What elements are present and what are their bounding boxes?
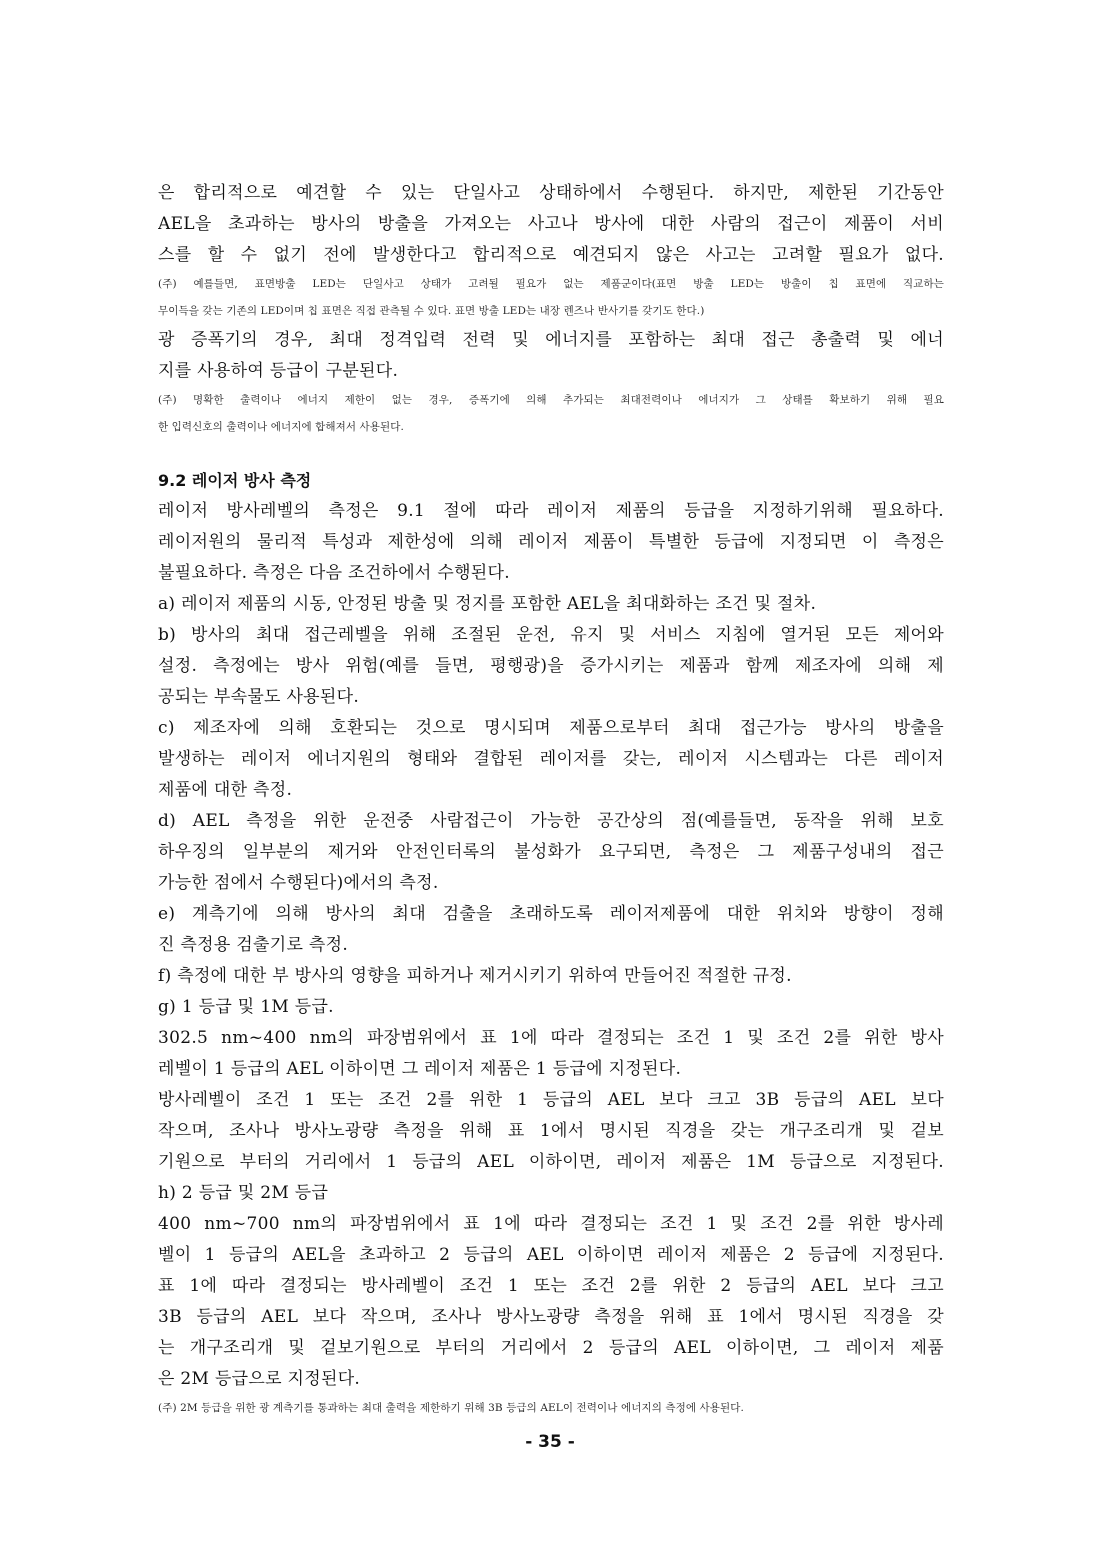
text-line: 기원으로 부터의 거리에서 1 등급의 AEL 이하이면, 레이저 제품은 1M 등급으로 지정된다.	[158, 1152, 944, 1172]
text-line: 지를 사용하여 등급이 구분된다.	[158, 361, 399, 381]
text-line: 가능한 점에서 수행된다)에서의 측정.	[158, 873, 439, 893]
list-item-c: c) 제조자에 의해 호환되는 것으로 명시되며 제품으로부터 최대 접근가능 방사의 방출을	[158, 718, 944, 738]
list-item-f: f) 측정에 대한 부 방사의 영향을 피하거나 제거시키기 위하여 만들어진 적절한 규정.	[158, 966, 792, 986]
note-line: 무이득을 갖는 기존의 LED이며 칩 표면은 직접 관측될 수 있다. 표면 방출 LED는 내장 렌즈나 반사기를 갖기도 한다.)	[158, 305, 705, 317]
list-item-b: b) 방사의 최대 접근레벨을 위해 조절된 운전, 유지 및 서비스 지침에 열거된 모든 제어와	[158, 625, 944, 645]
text-line: 레이저원의 물리적 특성과 제한성에 의해 레이저 제품이 특별한 등급에 지정되면 이 측정은	[158, 532, 944, 552]
list-item-e: e) 계측기에 의해 방사의 최대 검출을 초래하도록 레이저제품에 대한 위치와 방향이 정해	[158, 904, 944, 924]
page-number: - 35 -	[525, 1432, 575, 1452]
text-line: 400 nm~700 nm의 파장범위에서 표 1에 따라 결정되는 조건 1 및 조건 2를 위한 방사레	[158, 1214, 944, 1234]
note-line: (주) 명확한 출력이나 에너지 제한이 없는 경우, 증폭기에 의해 추가되는 최대전력이나 에너지가 그 상태를 확보하기 위해 필요	[158, 394, 944, 406]
text-line: 광 증폭기의 경우, 최대 정격입력 전력 및 에너지를 포함하는 최대 접근 총출력 및 에너	[158, 330, 944, 350]
text-line: 불필요하다. 측정은 다음 조건하에서 수행된다.	[158, 563, 510, 583]
text-line: 302.5 nm~400 nm의 파장범위에서 표 1에 따라 결정되는 조건 1 및 조건 2를 위한 방사	[158, 1028, 944, 1048]
text-line: 작으며, 조사나 방사노광량 측정을 위해 표 1에서 명시된 직경을 갖는 개구조리개 및 겉보	[158, 1121, 944, 1141]
list-item-d: d) AEL 측정을 위한 운전중 사람접근이 가능한 공간상의 점(예를들면, 동작을 위해 보호	[158, 811, 944, 831]
section-9-2	[158, 465, 944, 1422]
note-amplifier	[158, 387, 944, 441]
text-line: 공되는 부속물도 사용된다.	[158, 687, 360, 707]
note-surface-led	[158, 271, 944, 325]
paragraph-amplifier	[158, 325, 944, 387]
page-content	[158, 178, 944, 1422]
text-line: 은 합리적으로 예견할 수 있는 단일사고 상태하에서 수행된다. 하지만, 제한된 기간동안	[158, 183, 944, 203]
text-line: AEL을 초과하는 방사의 방출을 가져오는 사고나 방사에 대한 사람의 접근이 제품이 서비	[158, 214, 944, 234]
text-line: 제품에 대한 측정.	[158, 780, 293, 800]
list-item-g: g) 1 등급 및 1M 등급.	[158, 997, 334, 1017]
text-line: 발생하는 레이저 에너지원의 형태와 결합된 레이저를 갖는, 레이저 시스템과는 다른 레이저	[158, 749, 944, 769]
text-line: 진 측정용 검출기로 측정.	[158, 935, 349, 955]
text-line: 레이저 방사레벨의 측정은 9.1 절에 따라 레이저 제품의 등급을 지정하기위해 필요하다.	[158, 501, 944, 521]
text-line: 설정. 측정에는 방사 위험(예를 들면, 평행광)을 증가시키는 제품과 함께 제조자에 의해 제	[158, 656, 944, 676]
text-line: 방사레벨이 조건 1 또는 조건 2를 위한 1 등급의 AEL 보다 크고 3B 등급의 AEL 보다	[158, 1090, 944, 1110]
text-line: 스를 할 수 없기 전에 발생한다고 합리적으로 예견되지 않은 사고는 고려할 필요가 없다.	[158, 245, 944, 265]
list-item-a: a) 레이저 제품의 시동, 안정된 방출 및 정지를 포함한 AEL을 최대화하는 조건 및 절차.	[158, 594, 817, 614]
text-line: 벨이 1 등급의 AEL을 초과하고 2 등급의 AEL 이하이면 레이저 제품은 2 등급에 지정된다.	[158, 1245, 944, 1265]
text-line: 하우징의 일부분의 제거와 안전인터록의 불성화가 요구되면, 측정은 그 제품구성내의 접근	[158, 842, 944, 862]
text-line: 3B 등급의 AEL 보다 작으며, 조사나 방사노광량 측정을 위해 표 1에서 명시된 직경을 갖	[158, 1307, 944, 1327]
text-line: 표 1에 따라 결정되는 방사레벨이 조건 1 또는 조건 2를 위한 2 등급의 AEL 보다 크고	[158, 1276, 944, 1296]
note-line: (주) 예를들면, 표면방출 LED는 단일사고 상태가 고려될 필요가 없는 제품군이다(표면 방출 LED는 방출이 칩 표면에 직교하는	[158, 278, 944, 290]
note-line: 한 입력신호의 출력이나 에너지에 합해져서 사용된다.	[158, 421, 404, 433]
text-line: 는 개구조리개 및 겉보기원으로 부터의 거리에서 2 등급의 AEL 이하이면, 그 레이저 제품	[158, 1338, 944, 1358]
note-class-2m: (주) 2M 등급을 위한 광 계측기를 통과하는 최대 출력을 제한하기 위해 3B 등급의 AEL이 전력이나 에너지의 측정에 사용된다.	[158, 1402, 744, 1414]
list-item-h: h) 2 등급 및 2M 등급	[158, 1183, 329, 1203]
text-line: 레벨이 1 등급의 AEL 이하이면 그 레이저 제품은 1 등급에 지정된다.	[158, 1059, 682, 1079]
text-line: 은 2M 등급으로 지정된다.	[158, 1369, 361, 1389]
paragraph-intro	[158, 178, 944, 271]
section-heading: 9.2 레이저 방사 측정	[158, 471, 312, 490]
